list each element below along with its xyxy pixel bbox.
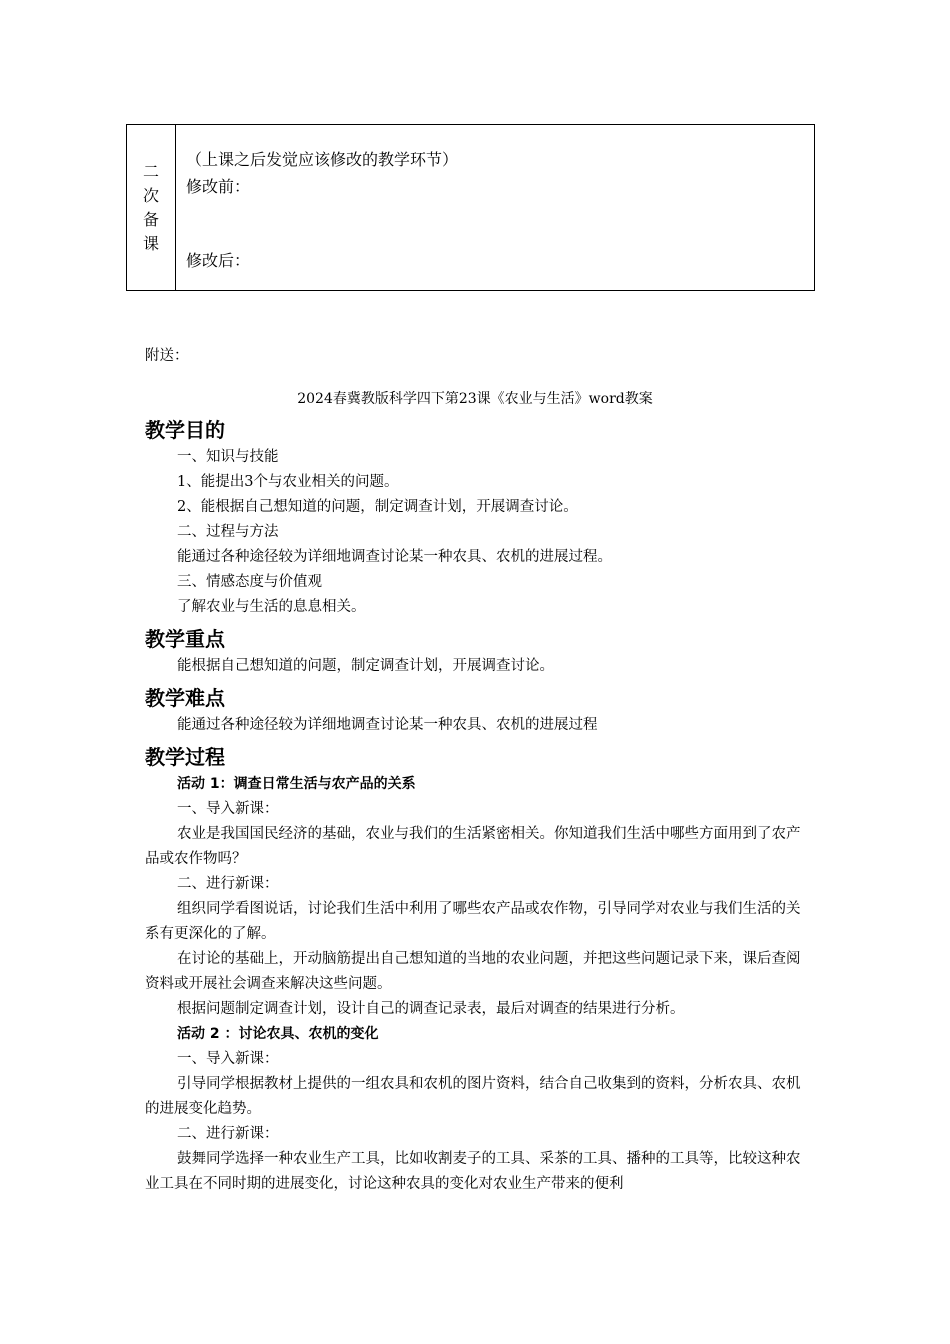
second-preparation-table [126,124,815,291]
document-title: 2024春冀教版科学四下第23课《农业与生活》word教案 [297,391,653,407]
objective-item: 1、能提出3个与农业相关的问题。 [177,474,399,490]
activity2-intro-text: 引导同学根据教材上提供的一组农具和农机的图片资料，结合自己收集到的资料，分析农具、农机的进展变化趋势。 [145,1076,801,1117]
activity2-title: 活动 2 ：讨论农具、农机的变化 [177,1026,379,1042]
activity1-paragraph: 组织同学看图说话，讨论我们生活中利用了哪些农产品或农作物，引导同学对农业与我们生活的关系有更深化的了解。 [145,901,801,942]
difficulty-text: 能通过各种途径较为详细地调查讨论某一种农具、农机的进展过程 [177,717,598,733]
heading-difficulty: 教学难点 [145,686,225,710]
activity2-new-label: 二、进行新课： [177,1126,279,1142]
objective-item: 了解农业与生活的息息相关。 [177,599,366,615]
second-preparation-label [127,125,176,290]
activity1-intro-label: 一、导入新课： [177,801,279,817]
heading-objectives: 教学目的 [145,418,225,442]
before-revision-label: 修改前： [186,177,251,196]
objectives-list [177,445,817,620]
activity1-intro-text: 农业是我国国民经济的基础，农业与我们的生活紧密相关。你知道我们生活中哪些方面用到了农产品或农作物吗？ [145,826,801,867]
objective-item: 2、能根据自己想知道的问题，制定调查计划，开展调查讨论。 [177,499,578,515]
objective-item: 一、知识与技能 [177,449,279,465]
label-char: 备 [142,209,159,229]
heading-process: 教学过程 [145,745,225,769]
activity1-paragraph: 根据问题制定调查计划，设计自己的调查记录表，最后对调查的结果进行分析。 [177,1001,685,1017]
label-char: 课 [142,233,159,253]
revision-note: （上课之后发觉应该修改的教学环节） [186,150,459,169]
after-revision-label: 修改后： [186,251,251,270]
objective-item: 三、情感态度与价值观 [177,574,322,590]
key-point-text: 能根据自己想知道的问题，制定调查计划，开展调查讨论。 [177,658,554,674]
second-preparation-content [176,125,814,290]
objective-item: 二、过程与方法 [177,524,279,540]
activity1-title: 活动 1：调查日常生活与农产品的关系 [177,776,416,792]
activity1-paragraph: 在讨论的基础上，开动脑筋提出自己想知道的当地的农业问题，并把这些问题记录下来，课后查阅资料或开展社会调查来解决这些问题。 [145,951,801,992]
appendix-label: 附送： [145,348,189,364]
label-char: 次 [142,185,159,205]
heading-key-point: 教学重点 [145,627,225,651]
activity2-paragraph: 鼓舞同学选择一种农业生产工具，比如收割麦子的工具、采茶的工具、播种的工具等，比较这种农业工具在不同时期的进展变化，讨论这种农具的变化对农业生产带来的便利 [145,1151,801,1192]
process-content [145,772,810,1197]
objective-item: 能通过各种途径较为详细地调查讨论某一种农具、农机的进展过程。 [177,549,612,565]
label-char: 二 [142,161,159,181]
activity2-intro-label: 一、导入新课： [177,1051,279,1067]
activity1-new-label: 二、进行新课： [177,876,279,892]
